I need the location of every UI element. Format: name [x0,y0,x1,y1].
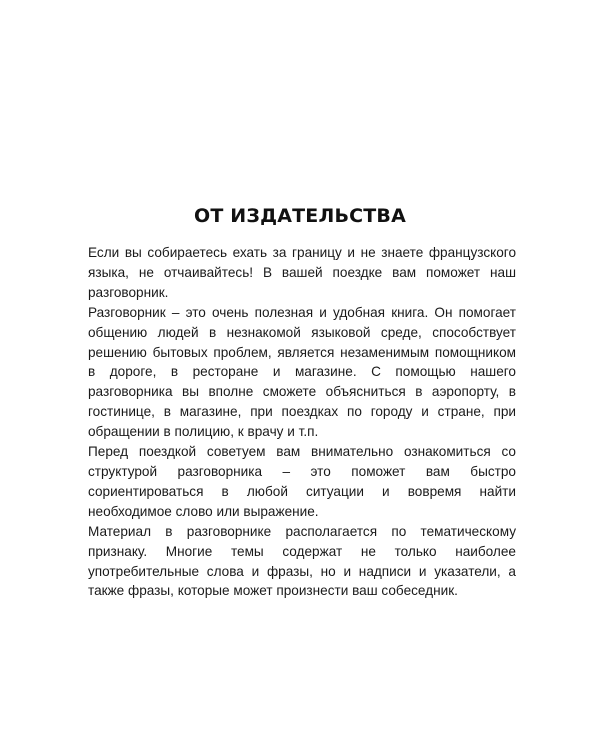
paragraph-phrasebook-usefulness: Разговорник – это очень полезная и удобная книга. Он помогает общению людей в незнакомой языковой среде, способствует решению бытовых проблем, является незаменимым помощником в дороге, в ресторане и магазине. С помощью нашего разговорника вы вполне сможете объясниться в аэропорту, в гостинице, в магазине, при поездках по городу и стране, при обращении в полицию, к врачу и т.п. [88,304,516,440]
body-text [88,243,516,601]
page-title: ОТ ИЗДАТЕЛЬСТВА [193,205,407,227]
paragraph-thematic-arrangement: Материал в разговорнике располагается по тематическому признаку. Многие темы содержат не только наиболее употребительные слова и фразы, но и надписи и указатели, а также фразы, которые может произнести ваш собеседник. [88,523,516,599]
paragraph-intro: Если вы собираетесь ехать за границу и не знаете французского языка, не отчаивайтесь! В вашей поездке вам поможет наш разговорник. [88,245,516,300]
paragraph-structure-advice: Перед поездкой советуем вам внимательно ознакомиться со структурой разговорника – это поможет вам быстро сориентироваться в любой ситуации и вовремя найти необходимое слово или выражение. [88,444,516,519]
